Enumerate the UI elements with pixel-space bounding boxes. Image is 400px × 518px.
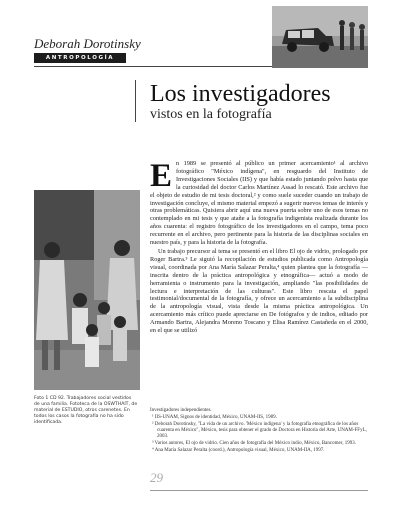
page-number: 29 bbox=[150, 470, 163, 485]
title-rule bbox=[135, 80, 136, 122]
drop-cap: E bbox=[150, 158, 173, 194]
family-photo-image bbox=[34, 190, 140, 390]
notes-heading: Investigadores independientes. bbox=[150, 408, 212, 413]
article-subtitle: vistos en la fotografía bbox=[150, 107, 272, 122]
section-label: ANTROPOLOGÍA bbox=[34, 53, 126, 63]
paragraph-2: Un trabajo precursor al tema se presentó en el libro El ojo de vidrio, prologado por Roger Bartra.³ Le siguió la recopilación de estudios publicada como Antropología visual, coordinada por Ana María Salazar Peralta,⁴ quien plantea que la fotografía —inscrita dentro de la práctica antropológica y etnográfica— actuó a modo de herramienta o instrumento para la investigación, ampliando "las posibilidades de lectura e interpretación de las culturas". Este libro rescata el papel testimonial/documental de la fotografía, y ofrece un acercamiento a la subdisciplina de la antropología visual, vista desde la misma práctica antropológica. Un acercamiento más crítico puede apreciarse en De fotógrafos y de indios, editado por Armando Bartra, Alejandra Moreno Toscano y Elisa Ramírez Castañeda en el 2000, en el que se utilizó bbox=[150, 247, 368, 335]
footnote: ³ Varios autores, El ojo de vidrio. Cien años de fotografía del México indio, México, Bancomer, 1993. bbox=[152, 441, 356, 447]
top-photo-car bbox=[272, 6, 368, 68]
footnotes bbox=[150, 408, 368, 454]
paragraph-1-text: n 1989 se presentó al público un primer acercamiento¹ al archivo fotográfico "México indígena", en resguardo del Instituto de Investigaciones Sociales (IIS) y que había estado juntando polvo hasta que la curiosidad del doctor Carlos Martínez Assad lo rescató. Este archivo fue el objeto de estudio de mi tesis doctoral,² y como suele suceder cuando un trabajo de investigación concluye, el mismo material empezó a sugerir nuevos temas de interés y otras problemáticas. Quisiera abrir aquí una nueva puerta sobre uno de esos temas no contemplado en mi tesis y que atañe a la fotografía indigenista realizada durante los años cuarenta: el registro fotográfico de los investigadores en el campo, tema poco recurrente en el archivo, pero pertinente para la historia de las disciplinas sociales en nuestro país, y para la historia de la fotografía. bbox=[150, 160, 368, 247]
photo-caption: Foto 1 CD 92. Trabajadores social vestidos de una familia. Fototeca de la OSWTHAIT, de material de ESTUDIO, otros carenetes. En todos los casos la fotografía no ha sido identificada. bbox=[34, 396, 138, 425]
author-name: Deborah Dorotinsky bbox=[34, 36, 141, 51]
footnote: ² Deborah Dorotinsky, "La vida de un archivo. 'México indígena' y la fotografía etnográfica de los años cuarenta en México", México, tesis para obtener el grado de Doctora en Historia del Arte, UNAM-FFyL, 2003. bbox=[152, 421, 367, 440]
article-title: Los investigadores bbox=[150, 81, 331, 107]
footer-rule bbox=[150, 490, 368, 491]
footnote: ⁴ Ana María Salazar Peralta (coord.), Antropología visual, México, UNAM-IIA, 1997. bbox=[152, 447, 325, 453]
vintage-car-photo bbox=[272, 6, 368, 68]
footnote: ¹ IIS-UNAM, Signos de identidad, México, UNAM-IIS, 1989. bbox=[152, 415, 277, 421]
family-photo bbox=[34, 190, 140, 390]
paragraph-1 bbox=[150, 160, 368, 247]
article-body bbox=[150, 160, 368, 336]
